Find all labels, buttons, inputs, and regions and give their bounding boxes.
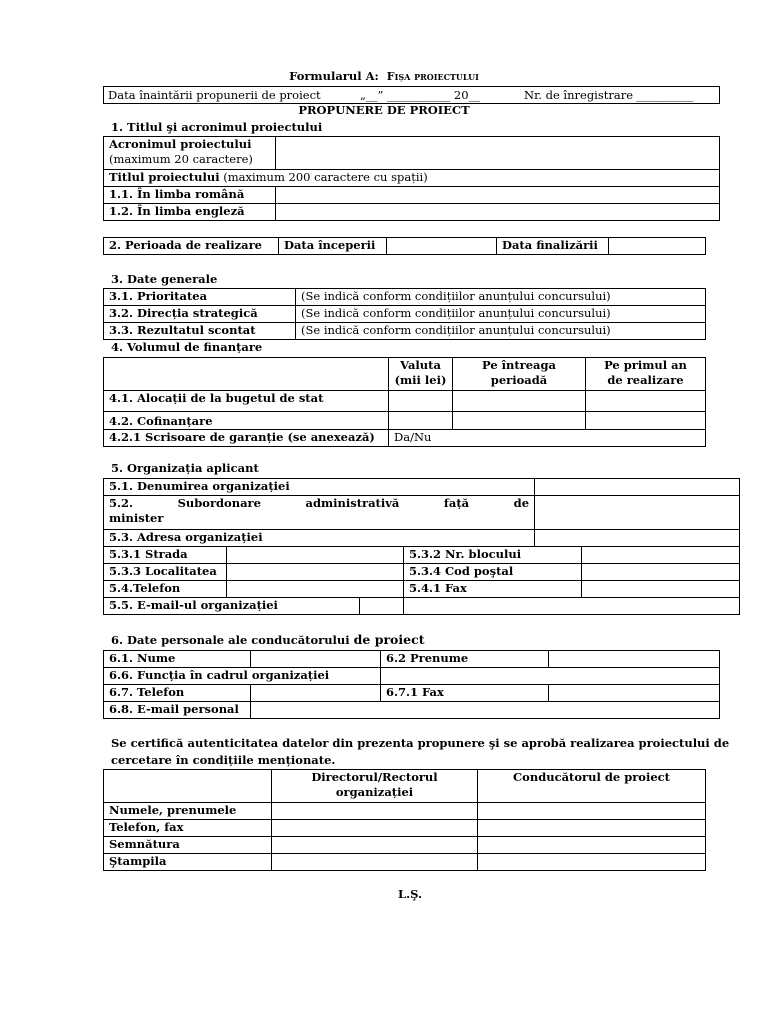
whole-period-header: Pe întreaga perioadă — [453, 358, 586, 391]
leader-phone-label: 6.7. Telefon — [104, 685, 251, 702]
postal-code-label: 5.3.4 Cod poştal — [404, 564, 582, 581]
form-title — [0, 69, 768, 83]
cert-name-label: Numele, prenumele — [104, 803, 272, 820]
acronym-label-cell — [104, 137, 276, 170]
postal-code-input[interactable] — [582, 564, 740, 581]
cert-header-empty — [104, 770, 272, 803]
subordination-label — [104, 496, 535, 530]
locality-label: 5.3.3 Localitatea — [104, 564, 227, 581]
currency-header: Valuta (mii lei) — [389, 358, 453, 391]
section-4-title: 4. Volumul de finanțare — [111, 340, 263, 354]
title-en-label: 1.2. În limba engleză — [104, 204, 276, 221]
state-budget-label: 4.1. Alocații de la bugetul de stat — [104, 391, 389, 412]
leader-surname-input[interactable] — [251, 651, 381, 668]
title-en-input[interactable] — [276, 204, 720, 221]
leader-phone-input[interactable] — [251, 685, 381, 702]
leader-fax-label: 6.7.1 Fax — [381, 685, 549, 702]
title-ro-input[interactable] — [276, 187, 720, 204]
page-heading: PROPUNERE DE PROIECT — [298, 103, 470, 117]
org-phone-label: 5.4.Telefon — [104, 581, 227, 598]
priority-value[interactable]: (Se indică conform condițiilor anunțului concursului) — [296, 289, 706, 306]
state-budget-first-year-input[interactable] — [586, 391, 706, 412]
guarantee-letter-label: 4.2.1 Scrisoare de garanție (se anexează) — [104, 430, 389, 447]
start-date-input[interactable] — [387, 238, 497, 255]
certification-text-line-1: Se certifică autenticitatea datelor din prezenta propunere şi se aprobă realizarea proiectului de — [111, 736, 730, 750]
subordination-label-line-1: 5.2. Subordonare administrativă față de — [109, 496, 530, 510]
block-label: 5.3.2 Nr. blocului — [404, 547, 582, 564]
director-name-input[interactable] — [272, 803, 478, 820]
street-label: 5.3.1 Strada — [104, 547, 227, 564]
section-1-table — [103, 136, 720, 221]
registration-number-label: Nr. de înregistrare — [524, 88, 634, 102]
org-name-label: 5.1. Denumirea organizației — [104, 479, 535, 496]
org-address-input[interactable] — [535, 530, 740, 547]
section-6-table — [103, 650, 720, 719]
certification-text-line-2: cercetare în condițiile menționate. — [111, 753, 336, 767]
org-fax-label: 5.4.1 Fax — [404, 581, 582, 598]
cofinancing-first-year-input[interactable] — [586, 412, 706, 430]
section-3-title: 3. Date generale — [111, 272, 218, 286]
leader-firstname-label: 6.2 Prenume — [381, 651, 549, 668]
expected-result-label: 3.3. Rezultatul scontat — [104, 323, 296, 340]
submission-date-field[interactable]: „__” ___________ 20__ — [360, 88, 481, 102]
director-stamp-input[interactable] — [272, 854, 478, 871]
registration-number-field[interactable]: __________ — [636, 88, 694, 102]
block-input[interactable] — [582, 547, 740, 564]
director-signature-input[interactable] — [272, 837, 478, 854]
project-title-label: Titlul proiectului — [109, 170, 220, 184]
funding-header-empty — [104, 358, 389, 391]
strategic-direction-label: 3.2. Direcția strategică — [104, 306, 296, 323]
org-name-input[interactable] — [535, 479, 740, 496]
start-date-label: Data începerii — [279, 238, 387, 255]
leader-fax-input[interactable] — [549, 685, 720, 702]
cert-phone-label: Telefon, fax — [104, 820, 272, 837]
priority-label: 3.1. Prioritatea — [104, 289, 296, 306]
leader-surname-label: 6.1. Nume — [104, 651, 251, 668]
strategic-direction-value[interactable]: (Se indică conform condițiilor anunțului concursului) — [296, 306, 706, 323]
org-fax-input[interactable] — [582, 581, 740, 598]
leader-signature-input[interactable] — [478, 837, 706, 854]
subordination-input[interactable] — [535, 496, 740, 530]
section-5-table — [103, 478, 740, 615]
acronym-input[interactable] — [276, 137, 720, 170]
project-title-note: (maximum 200 caractere cu spații) — [223, 170, 428, 184]
state-budget-currency-input[interactable] — [389, 391, 453, 412]
stamp-place-mark: L.Ş. — [398, 887, 422, 901]
submission-line-box — [103, 86, 720, 104]
certification-table — [103, 769, 706, 871]
section-1-title: 1. Titlul şi acronimul proiectului — [111, 120, 323, 134]
guarantee-letter-value[interactable]: Da/Nu — [389, 430, 706, 447]
org-address-label: 5.3. Adresa organizației — [104, 530, 535, 547]
section-5-title: 5. Organizația aplicant — [111, 461, 259, 475]
end-date-label: Data finalizării — [497, 238, 609, 255]
end-date-input[interactable] — [609, 238, 706, 255]
leader-function-label: 6.6. Funcția în cadrul organizației — [104, 668, 381, 685]
leader-stamp-input[interactable] — [478, 854, 706, 871]
expected-result-value[interactable]: (Se indică conform condițiilor anunțului concursului) — [296, 323, 706, 340]
leader-email-input[interactable] — [251, 702, 720, 719]
cert-stamp-label: Ştampila — [104, 854, 272, 871]
acronym-label: Acronimul proiectului — [109, 137, 252, 151]
cert-signature-label: Semnătura — [104, 837, 272, 854]
acronym-note: (maximum 20 caractere) — [109, 152, 253, 166]
leader-function-input[interactable] — [381, 668, 720, 685]
section-2-table — [103, 237, 706, 255]
director-phone-input[interactable] — [272, 820, 478, 837]
leader-firstname-input[interactable] — [549, 651, 720, 668]
street-input[interactable] — [227, 547, 404, 564]
org-email-label: 5.5. E-mail-ul organizației — [104, 598, 404, 615]
section-6-title: 6. Date personale ale conducătorului de proiect — [111, 632, 425, 647]
first-year-header: Pe primul an de realizare — [586, 358, 706, 391]
locality-input[interactable] — [227, 564, 404, 581]
subordination-label-line-2: minister — [109, 511, 164, 525]
leader-email-label: 6.8. E-mail personal — [104, 702, 251, 719]
director-header: Directorul/Rectorul organizației — [272, 770, 478, 803]
cofinancing-label: 4.2. Cofinanțare — [104, 412, 389, 430]
title-ro-label: 1.1. În limba română — [104, 187, 276, 204]
org-phone-input[interactable] — [227, 581, 404, 598]
cofinancing-period-input[interactable] — [453, 412, 586, 430]
title-label-cell — [104, 170, 720, 187]
period-label: 2. Perioada de realizare — [104, 238, 279, 255]
leader-phone-fax-input[interactable] — [478, 820, 706, 837]
section-4-table — [103, 357, 706, 447]
state-budget-period-input[interactable] — [453, 391, 586, 412]
submission-date-label: Data înaintării propunerii de proiect — [108, 88, 321, 102]
org-email-input[interactable] — [360, 598, 739, 614]
cofinancing-currency-input[interactable] — [389, 412, 453, 430]
section-3-table — [103, 288, 706, 340]
leader-name-input[interactable] — [478, 803, 706, 820]
form-title-main: Fișa proiectului — [386, 70, 479, 83]
form-title-prefix: Formularul A: — [289, 69, 379, 83]
project-leader-header: Conducătorul de proiect — [478, 770, 706, 803]
